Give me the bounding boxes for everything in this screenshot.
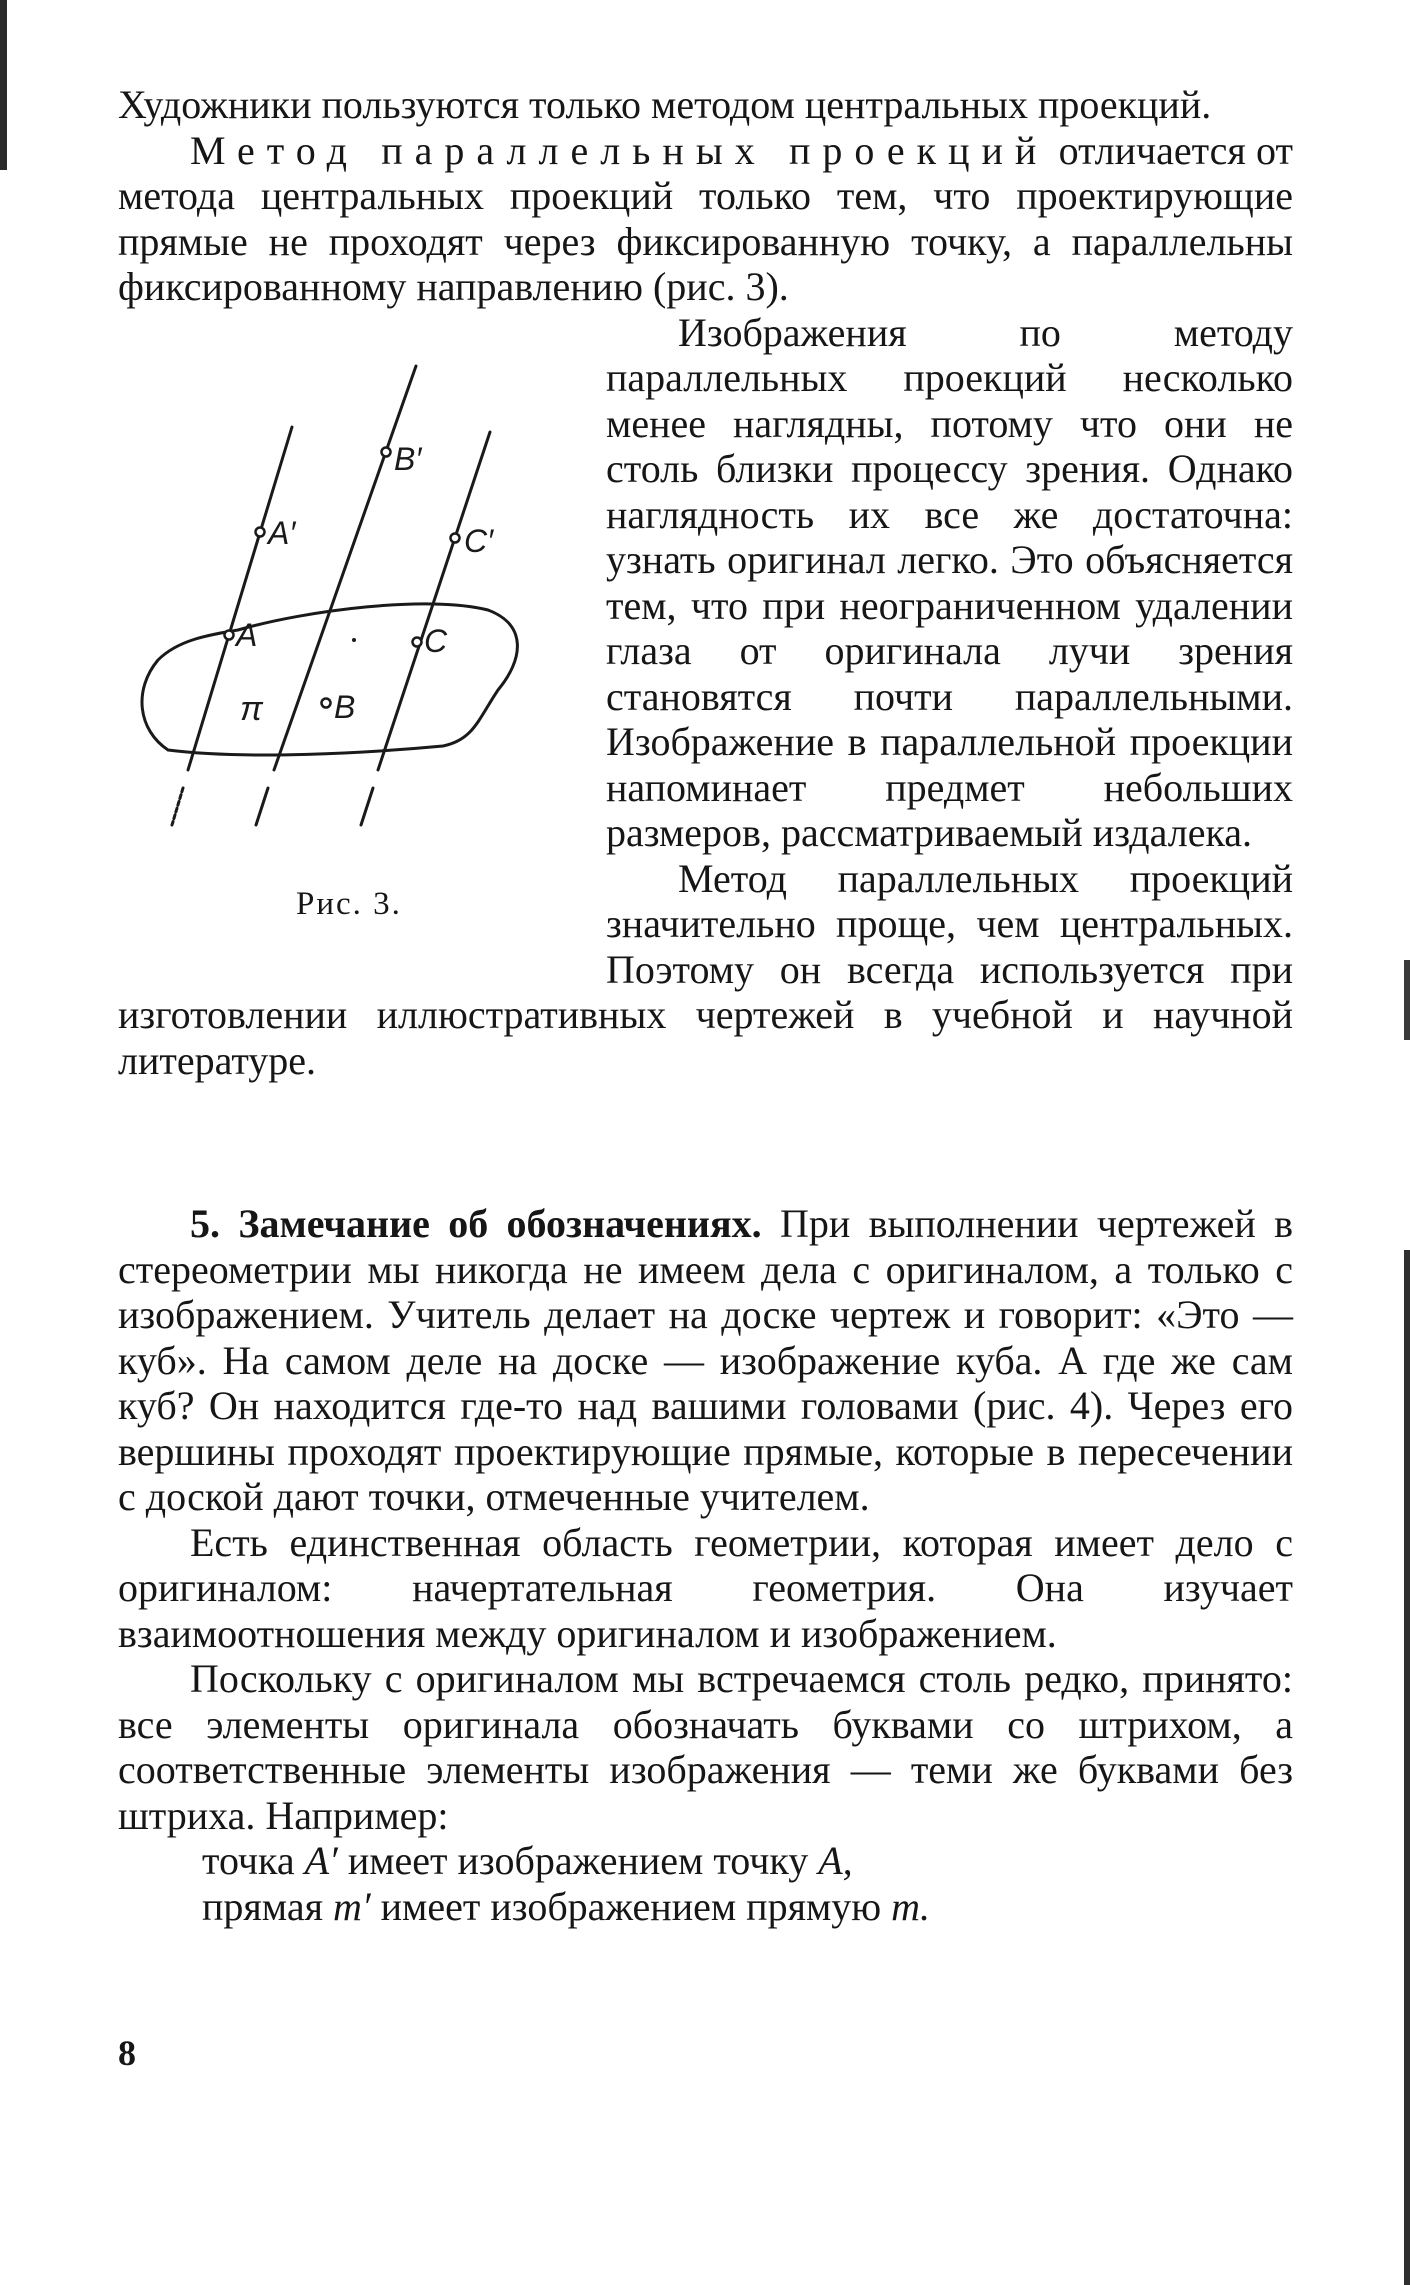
label-b-prime: B′ (394, 440, 422, 477)
projecting-line-c-tail (361, 788, 373, 825)
projecting-line-c (378, 432, 490, 770)
paragraph-5-body: При выполнении чертежей в стереометрии мы никогда не имеем дела с оригиналом, а только с изображением. Учитель делает на доске чертеж и говорит: «Это — куб». На самом деле на доске — изображение куба. А где же сам куб? Он находится где-то над вашими головами (рис. 4). Через его вершины проходят проектирующие прямые, которые в пересечении с доской дают точки, отмеченные учителем. (118, 1201, 1294, 1519)
example-line-line (118, 1884, 1293, 1930)
example-point-image: A, (818, 1838, 853, 1883)
page-edge-shadow-right (1404, 0, 1410, 2285)
example-line-original: m′ (333, 1883, 371, 1929)
figure-3 (118, 310, 588, 960)
page-body (118, 82, 1293, 1929)
point-b-prime (382, 447, 391, 456)
paragraph-2-spaced-term: Метод параллельных проекций (190, 127, 1049, 173)
paragraph-2 (118, 128, 1293, 310)
label-b: B (334, 688, 356, 725)
point-c (413, 637, 422, 646)
example-line-point (118, 1838, 1293, 1884)
paragraph-7: Поскольку с оригиналом мы встречаемся столь редко, принято: все элементы оригинала обозначать буквами со штрихом, а соответственные элементы изображения — теми же буквами без штриха. Например: (118, 1656, 1293, 1838)
label-pi: π (240, 689, 263, 728)
paragraph-2-rest: отличается от метода центральных проекций только тем, что проектирующие прямые не проходят через фиксированную точку, а параллельны фиксированному направлению (рис. 3). (118, 127, 1293, 309)
point-a-prime (256, 527, 265, 536)
label-c-prime: C′ (464, 522, 494, 559)
label-a: A (236, 616, 258, 653)
figure-3-drawing (128, 310, 578, 870)
label-a-prime: A′ (268, 514, 296, 551)
paragraph-3: Изображения по методу параллельных проекций несколько менее наглядны, потому что они не столь близки процессу зрения. Однако наглядность их все же достаточна: узнать оригинал легко. Это объясняется тем, что при неограниченном удалении глаза от оригинала лучи зрения становятся почти параллельными. Изображение в параллельной проекции напоминает предмет небольших размеров, рассматриваемый издалека. (606, 309, 1293, 855)
paragraph-6: Есть единственная область геометрии, которая имеет дело с оригиналом: начертательная геометрия. Она изучает взаимоотношения между оригиналом и изображением. (118, 1519, 1293, 1656)
point-a (225, 630, 234, 639)
section-title: 5. Замечание об обозначениях. (190, 1201, 762, 1246)
page-edge-shadow-left (0, 0, 7, 170)
point-c-prime (451, 533, 460, 542)
example-line-prefix: прямая (202, 1883, 333, 1929)
paragraph-1: Художники пользуются только методом центральных проекций. (118, 82, 1212, 127)
label-c: C (424, 622, 448, 659)
example-point-middle: имеет изображением точку (337, 1838, 819, 1883)
example-point-original: A′ (304, 1838, 338, 1883)
center-dot (352, 638, 356, 642)
example-line-middle: имеет изображением прямую (370, 1883, 892, 1929)
paragraph-5 (118, 1201, 1293, 1520)
projecting-line-a-tail (172, 788, 183, 825)
projecting-line-b-tail (256, 788, 268, 825)
example-line-image: m. (891, 1883, 931, 1929)
section-gap (118, 1083, 1293, 1201)
figure-caption: Рис. 3. (296, 885, 402, 922)
page-number: 8 (118, 2033, 136, 2073)
example-point-prefix: точка (202, 1838, 305, 1883)
point-b (322, 698, 331, 707)
paragraph-4: Метод параллельных проекций значительно проще, чем центральных. Поэтому он всегда используется при изготовлении иллюстративных чертежей в учебной и научной литературе. (118, 855, 1293, 1083)
